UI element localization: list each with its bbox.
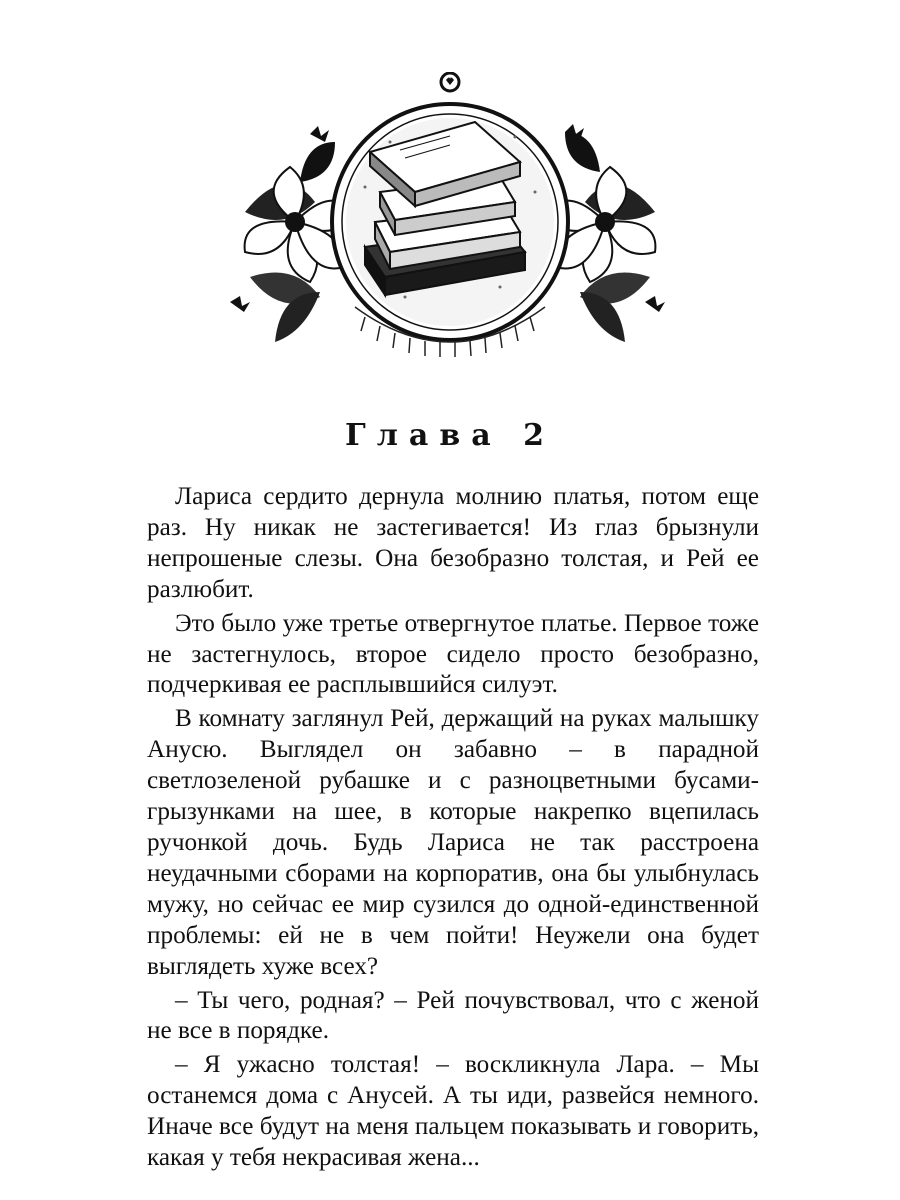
chapter-title: Глава 2 <box>345 418 555 453</box>
book-stack-icon <box>365 122 525 295</box>
paragraph: Лариса сердито дернула молнию платья, потом еще раз. Ну никак не застегивается! Из глаз брызнули непрошеные слезы. Она безобразно толстая, и Рей ее разлюбит. <box>147 483 759 603</box>
paragraph: – Я ужасно толстая! – воскликнула Лара. – Мы останемся дома с Анусей. А ты иди, развейся немного. Иначе все будут на меня пальцем показывать и говорить, какая у тебя некрасивая жена... <box>147 1051 759 1172</box>
paragraph: В комнату заглянул Рей, держащий на руках малышку Анусю. Выглядел он забавно – в парадной светлозеленой рубашке и с разноцветными бусами-грызунками на шее, в которые накрепко вцепилась ручонкой дочь. Будь Лариса не так расстроена неудачными сборами на корпоратив, она бы улыбнулась мужу, но сейчас ее мир сузился до одной-единственной проблемы: ей не в чем пойти! Неужели она будет выглядеть хуже всех? <box>147 705 759 980</box>
paragraph: Это было уже третье отвергнутое платье. Первое тоже не застегнулось, второе сидело просто безобразно, подчеркивая ее расплывшийся силуэт. <box>147 609 759 699</box>
book-stack-emblem-icon <box>215 72 685 392</box>
paragraph: – Ты чего, родная? – Рей почувствовал, что с женой не все в порядке. <box>147 986 759 1045</box>
heart-hanger-icon <box>441 73 459 91</box>
chapter-body <box>147 482 759 1177</box>
